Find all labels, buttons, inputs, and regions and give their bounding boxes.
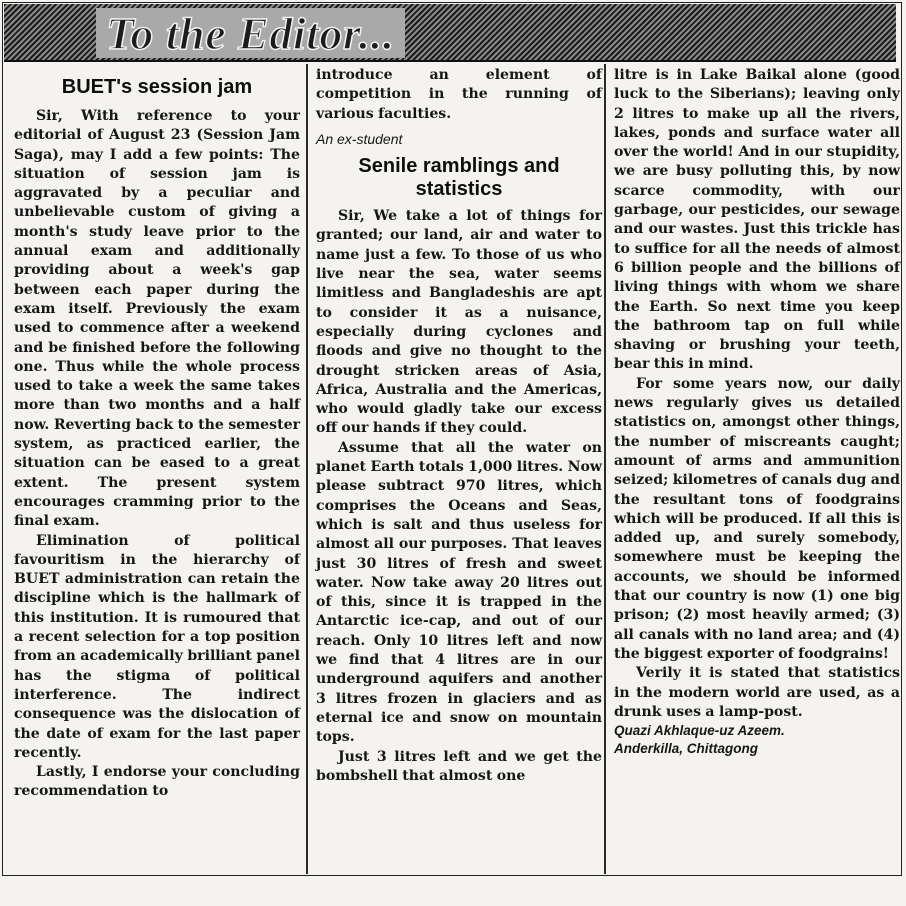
letter-2-paragraph: Assume that all the water on planet Earth totals 1,000 litres. Now please subtract 970 litres, which comprises the Oceans and Seas, which is salt and thus useless for almost all our purposes. That leaves just 30 litres of fresh and sweet water. Now take away 20 litres out of this, since it is trapped in the Antarctic ice-cap, and out of our reach. Only 10 litres left and now we find that 4 litres are in our underground aquifers and another 3 litres frozen in glaciers and as eternal ice and snow on mountain tops. [316,439,602,746]
column-3 [614,66,900,758]
letter-2-signature-place: Anderkilla, Chittagong [614,741,759,757]
letter-1-continuation: introduce an element of competition in the running of various faculties. [316,67,602,122]
letter-1-paragraph: Lastly, I endorse your concluding recommendation to [14,764,300,800]
letter-1-paragraph: Elimination of political favouritism in the hierarchy of BUET administration can retain the discipline which is the hallmark of this institution. It is rumoured that a recent selection for a top position from an academically brilliant panel has the stigma of political interference. The indirect consequence was the dislocation of the date of exam for the last paper recently. [14,532,300,761]
column-2 [316,66,602,786]
section-banner [4,4,896,62]
letter-2-paragraph: Sir, We take a lot of things for granted; our land, air and water to name just a few. To those of us who live near the sea, water seems limitless and Bangladeshis are apt to consider it as a nuisance, especially during cyclones and floods and give no thought to the drought stricken areas of Asia, Africa, Australia and the Americas, who would gladly take our excess off our hands if they could. [316,208,602,437]
letter-1-signature: An ex-student [316,130,403,147]
letter-1-paragraph: Sir, With reference to your editorial of August 23 (Session Jam Saga), may I add a few points: The situation of session jam is aggravated by a peculiar and unbelievable custom of giving a month's study leave prior to the annual exam and additionally providing about a week's gap between each paper during the exam itself. Previously the exam used to commence after a weekend and be finished before the following one. Thus while the whole process used to take a week the same takes more than two months and a half now. Reverting back to the semester system, as practiced earlier, the situation can be eased to a great extent. The present system encourages cramming prior to the final exam. [14,108,300,530]
letter-1-headline: BUET's session jam [61,76,253,98]
letter-2-continuation: litre is in Lake Baikal alone (good luck to the Siberians); leaving only 2 litres to make up all the rivers, lakes, ponds and surface water all over the world! And in our stupidity, we are busy polluting this, by now scarce commodity, with our garbage, our pesticides, our sewage and our wastes. Just this trickle has to suffice for all the needs of almost 6 billion people and the billions of living things with whom we share the Earth. So next time you keep the bathroom tap on full while shaving or brushing your teeth, bear this in mind. [614,67,900,373]
column-1 [14,66,300,802]
section-title: To the Editor... [96,8,405,58]
column-divider [306,64,308,874]
column-divider [604,64,606,874]
letter-2-paragraph: Just 3 litres left and we get the bombshell that almost one [316,748,602,784]
letter-2-signature-name: Quazi Akhlaque-uz Azeem. [614,723,785,739]
letter-2-paragraph: For some years now, our daily news regularly gives us detailed statistics on, amongst other things, the number of miscreants caught; amount of arms and ammunition seized; kilometres of canals dug and the resultant tons of foodgrains which will be produced. If all this is added up, and surely somebody, somewhere must be keeping the accounts, we should be informed that our country is now (1) one big prison; (2) most heavily armed; (3) all canals with no land area; and (4) the biggest exporter of foodgrains! [614,375,900,662]
letter-2-paragraph: Verily it is stated that statistics in the modern world are used, as a drunk uses a lamp-post. [614,665,900,720]
letter-2-headline: Senile ramblings and statistics [358,155,560,201]
